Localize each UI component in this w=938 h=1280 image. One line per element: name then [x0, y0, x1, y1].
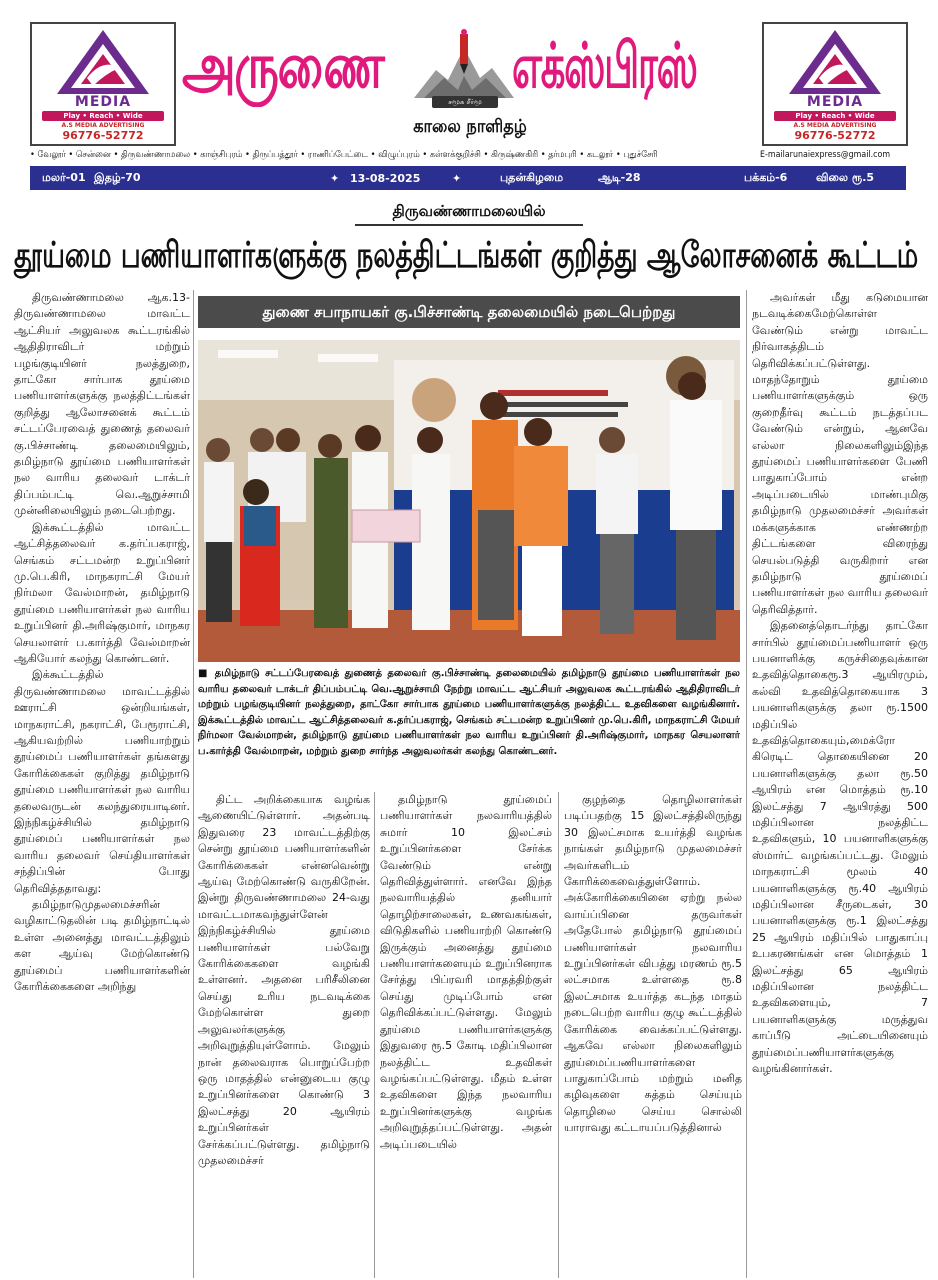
- paragraph: இதனைத்தொடர்ந்து தாட்கோ சார்பில் தூய்மைப்பணியாளர் ஒரு பயனாளிக்கு கருச்சிதைவுக்கான உதவித்தொகைரூ.3 ஆயிரமும், கல்வி உதவித்தொகையாக 3 பயனாளிகளுக்கு தலா ரூ.1500 மதிப்பில் உதவித்தொகையும்,மைக்ரோ கிரெடிட் தொகையினை 20 பயனாளிகளுக்கு தலா ரூ.50 ஆயிரம் என மொத்தம் ரூ.10 இலட்சத்து 7 ஆயிரத்து 500 மதிப்பிலான நலத்திட்ட உதவிகளும், 10 பயனாளிகளுக்கு ஸ்மார்ட் வழங்கப்பட்டது. மேலும் மாநகராட்சி மூலம் 40 பயனாளிகளுக்கு ரூ.40 ஆயிரம் மதிப்பிலான சீருடைகள், 30 பயனாளிகளுக்கு ரூ.1 இலட்சத்து 25 ஆயிரம் மதிப்பில் பாதுகாப்பு உபகரணங்கள் என மொத்தம் 1 இலட்சத்து 65 ஆயிரம் மதிப்பிலான நலத்திட்ட உதவிகளையும், 7 பயனாளிகளுக்கு மருத்துவ காப்பீடு அட்டையினையும் தூய்மைப்பணியாளர்களுக்கு வழங்கினார்கள்.: [752, 619, 928, 1076]
- volume-number: மலர்-01: [42, 170, 86, 184]
- media-ad-left[interactable]: [30, 22, 176, 146]
- article-column-4: [564, 792, 742, 1278]
- star-icon: ✦: [452, 171, 462, 185]
- column-divider: [558, 792, 559, 1278]
- ad-tagline: Play • Reach • Wide: [774, 111, 896, 121]
- photo-caption: ■ தமிழ்நாடு சட்டப்பேரவைத் துணைத் தலைவர் கு.பிச்சாண்டி தலைமையில் தமிழ்நாடு தூய்மை பணியாளர்கள் நல வாரிய தலைவர் டாக்டர் திப்பம்பட்டி வெ.ஆறுச்சாமி நேற்று மாவட்ட ஆட்சியர் அலுவலக கூட்டரங்கில் ஆதிதிராவிடர் மற்றும் பழங்குடியினர் நலத்துறை, தாட்கோ சார்பாக தூய்மை பணியாளர்களுக்கு நலத்திட்ட உதவிகளை வழங்கினார். இக்கூட்டத்தில் மாவட்ட ஆட்சித்தலைவர் க.தர்ப்பகராஜ், செங்கம் சட்டமன்ற உறுப்பினர் மு.பெ.கிரி, மாநகராட்சி மேயர் நிர்மலா வேல்மாறன், தமிழ்நாடு தூய்மை பணியாளர்கள் நல வாரிய உறுப்பினர் தி.அரிஷ்குமார், மாநகர செயலாளர் ப.கார்த்தி வேல்மாறன், மற்றும் துறை சார்ந்த அலுவலர்கள் கலந்து கொண்டனர்.: [198, 668, 740, 757]
- issue-number: இதழ்-70: [94, 170, 141, 184]
- newspaper-title-left: அருணை: [182, 29, 384, 102]
- media-logo-icon: [785, 28, 885, 96]
- price: விலை ரூ.5: [816, 170, 875, 184]
- article-column-5: [752, 290, 928, 1278]
- ad-company: A.S MEDIA ADVERTISING: [793, 122, 877, 129]
- newspaper-subtitle: காலை நாளிதழ்: [413, 116, 527, 137]
- column-divider: [746, 290, 747, 1278]
- ad-phone: 96776-52772: [62, 129, 144, 142]
- media-ad-right[interactable]: [762, 22, 908, 146]
- article-column-1: [14, 290, 190, 1278]
- column-divider: [374, 792, 375, 1278]
- media-logo-icon: [53, 28, 153, 96]
- ad-company: A.S MEDIA ADVERTISING: [61, 122, 145, 129]
- star-icon: ✦: [330, 171, 340, 185]
- paragraph: திட்ட அறிக்கையாக வழங்க ஆணையிட்டுள்ளார். அதன்படி இதுவரை 23 மாவட்டத்திற்கு சென்று தூய்மை பணியாளர்களின் கோரிக்கைகள் என்னவென்று ஆய்வு மேற்கொண்டு வருகிறேன். இன்று திருவண்ணாமலை 24-வது மாவட்டமாகவந்துள்ளேன் இந்நிகழ்ச்சியில் தூய்மை பணியாளர்கள் பல்வேறு கோரிக்கைகளை வழங்கி உள்ளனர். அதனை பரிசீலினை செய்து உரிய நடவடிக்கை மேற்கொள்ள துறை அலுவலர்களுக்கு அறிவுறுத்தியுள்ளோம். மேலும் நான் தலைவராக பொறுப்பேற்ற ஒரு மாதத்தில் என்னுடைய குழு உறுப்பினர்களை கொண்டு 3 இலட்சத்து 20 ஆயிரம் உறுப்பினர்கள் சேர்க்கப்பட்டுள்ளது. தமிழ்நாடு முதலமைச்சர்: [198, 793, 370, 1167]
- event-photo: [198, 340, 740, 662]
- paragraph: இக்கூட்டத்தில் மாவட்ட ஆட்சித்தலைவர் க.தர்ப்பகராஜ், செங்கம் சட்டமன்ற உறுப்பினர் மு.பெ.கிரி, மாநகராட்சி மேயர் நிர்மலா வேல்மாறன், தமிழ்நாடு தூய்மை பணியாளர்கள் நல வாரிய உறுப்பினர் தி.அரிஷ்குமார், மாநகர செயலாளர் ப.கார்த்தி வேல்மாறன் ஆகியோர் கலந்து கொண்டனர்.: [14, 520, 190, 665]
- column-divider: [193, 290, 194, 1278]
- article-column-2: [198, 792, 370, 1278]
- ad-brand: MEDIA: [74, 94, 132, 110]
- ad-brand: MEDIA: [806, 94, 864, 110]
- emblem-caption: சமூக சீர்மூ: [432, 96, 498, 108]
- ad-tagline: Play • Reach • Wide: [42, 111, 164, 121]
- newspaper-title-right: எக்ஸ்பிரஸ்: [512, 29, 697, 102]
- issue-info-bar: [30, 166, 906, 190]
- tamil-date: ஆடி-28: [598, 170, 641, 184]
- paragraph: இக்கூட்டத்தில் திருவண்ணாமலை மாவட்டத்தில் ஊராட்சி ஒன்றியங்கள், மாநகராட்சி, நகராட்சி, பேரூராட்சி, ஆகியவற்றில் பணியாற்றும் தூய்மைப் பணியாளர்கள் தங்களது கோரிக்கைகள் குறித்து தமிழ்நாடு தூய்மை பணியாளர்கள் நல வாரிய தலைவருடன் கலந்துரையாடினர். இந்நிகழ்ச்சியில் தமிழ்நாடு தூய்மைப் பணியாளர்கள் நல வாரிய தலைவர் செய்தியாளர்கள் சந்திப்பின் போது தெரிவித்ததாவது:: [14, 668, 190, 895]
- paragraph: குழந்தை தொழிலாளர்கள் படிப்பதற்கு 15 இலட்சத்திலிருந்து 30 இலட்சமாக உயர்த்தி வழங்க நாங்கள் தமிழ்நாடு முதலமைச்சர் அவர்களிடம் கோரிக்கைவைத்துள்ளோம். அக்கோரிக்கையினை ஏற்று நல்ல வாய்ப்பினை தருவர்கள் அதேபோல் தமிழ்நாடு தூய்மைப் பணியாளர்கள் நலவாரிய உறுப்பினர்கள் விபத்து மரணம் ரூ.5 லட்சமாக உள்ளதை ரூ.8 இலட்சமாக உயர்த்த கடந்த மாதம் நடைபெற்ற வாரிய குழு கூட்டத்தில் கோரிக்கை வைக்கப்பட்டுள்ளது. ஆகவே எல்லா நிலைகளிலும் தூய்மைப்பணியாளர்களை பாதுகாப்போம் மற்றும் மனித கழிவுகளை சுத்தம் செய்யும் தொழிலை செய்ய சொல்லி யாராவது கட்டாயப்படுத்தினால்: [564, 793, 742, 1135]
- article-kicker: திருவண்ணாமலையில்: [355, 202, 583, 226]
- ad-phone: 96776-52772: [794, 129, 876, 142]
- issue-date: 13-08-2025: [350, 171, 421, 185]
- masthead: [0, 0, 938, 196]
- article-subhead: துணை சபாநாயகர் கு.பிச்சாண்டி தலைமையில் நடைபெற்றது: [198, 296, 740, 328]
- weekday: புதன்கிழமை: [500, 170, 564, 184]
- article-column-3: [380, 792, 552, 1278]
- article-headline: தூய்மை பணியாளர்களுக்கு நலத்திட்டங்கள் குறித்து ஆலோசனைக் கூட்டம்: [14, 235, 919, 276]
- page-number: பக்கம்-6: [744, 170, 788, 184]
- paragraph: அவர்கள் மீது கடுமையான நடவடிக்கைமேற்கொள்ள வேண்டும் என்று மாவட்ட நிர்வாகத்திடம் தெரிவிக்கப்பட்டுள்ளது. மாதந்தோறும் தூய்மை பணியாளர்களுக்கும் ஒரு குறைதீர்வு கூட்டம் நடத்தப்பட வேண்டும் என்றும், ஆனவே எல்லா நிலைகளிலும்இந்த தூய்மைப் பணியாளர்களை பேணி பாதுகாப்போம் என்ற அடிப்படையில் மாண்புமிகு தமிழ்நாடு முதலமைச்சர் அவர்கள் மக்களுக்காக எண்ணற்ற திட்டங்களை விரைந்து செயல்படுத்தி வருகிறார் என தமிழ்நாடு தூய்மைப் பணியாளர்கள் நல வாரிய தலைவர் தெரிவித்தார்.: [752, 291, 928, 616]
- paragraph: திருவண்ணாமலை ஆக.13- திருவண்ணாமலை மாவட்ட ஆட்சியர் அலுவலக கூட்டரங்கில் ஆதிதிராவிடர் மற்றும் பழங்குடியினர் நலத்துறை, தாட்கோ சார்பாக தூய்மை பணியாளர்களுக்கு நலத்திட்டங்கள் குறித்து ஆலோசனைக் கூட்டம் சட்டப்பேரவைத் துணைத் தலைவர் கு.பிச்சாண்டி தலைமையிலும், தமிழ்நாடு தூய்மை பணியாளர்கள் நல வாரிய தலைவர் டாக்டர் திப்பம்பட்டி வெ.ஆறுச்சாமி முன்னிலையிலும் நடைபெற்றது.: [14, 291, 190, 518]
- paragraph: தமிழ்நாடுமுதலமைச்சரின் வழிகாட்டுதலின் படி தமிழ்நாட்டில் உள்ள அனைத்து மாவட்டத்திலும் கள ஆய்வு மேற்கொண்டு தூய்மைப் பணியாளர்களின் கோரிக்கைகளை அறிந்து: [14, 898, 190, 994]
- paragraph: தமிழ்நாடு தூய்மைப் பணியாளர்கள் நலவாரியத்தில் சுமார் 10 இலட்சம் உறுப்பினர்களை சேர்க்க வேண்டும் என்று தெரிவித்துள்ளார். எனவே இந்த நலவாரியத்தில் தனியார் தொழிற்சாலைகள், உணவகங்கள், விடுதிகளில் பணியாற்றி கொண்டு இருக்கும் அனைத்து தூய்மை பணியாளர்களையும் உறுப்பினராக சேர்த்து பிப்ரவரி மாதத்திற்குள் செய்து முடிப்போம் என தெரிவிக்கப்பட்டுள்ளது. மேலும் தூய்மை பணியாளர்களுக்கு இதுவரை ரூ.5 கோடி மதிப்பிலான நலத்திட்ட உதவிகள் வழங்கப்பட்டுள்ளது. மீதம் உள்ள உதவிகளை இந்த நலவாரிய உறுப்பினர்களுக்கு வழங்க அறிவுறுத்தப்பட்டுள்ளது. அதன் அடிப்படையில்: [380, 793, 552, 1151]
- district-list: • வேலூர் • சென்னை • திருவண்ணாமலை • காஞ்சிபுரம் • திருப்பத்தூர் • ராணிப்பேட்டை • விழுப்புரம் • கள்ளக்குறிச்சி • கிருஷ்ணகிரி • தர்மபுரி • கடலூர் • புதுச்சேரி: [30, 150, 658, 160]
- contact-email[interactable]: E-mailarunaiexpress@gmail.com: [760, 150, 891, 160]
